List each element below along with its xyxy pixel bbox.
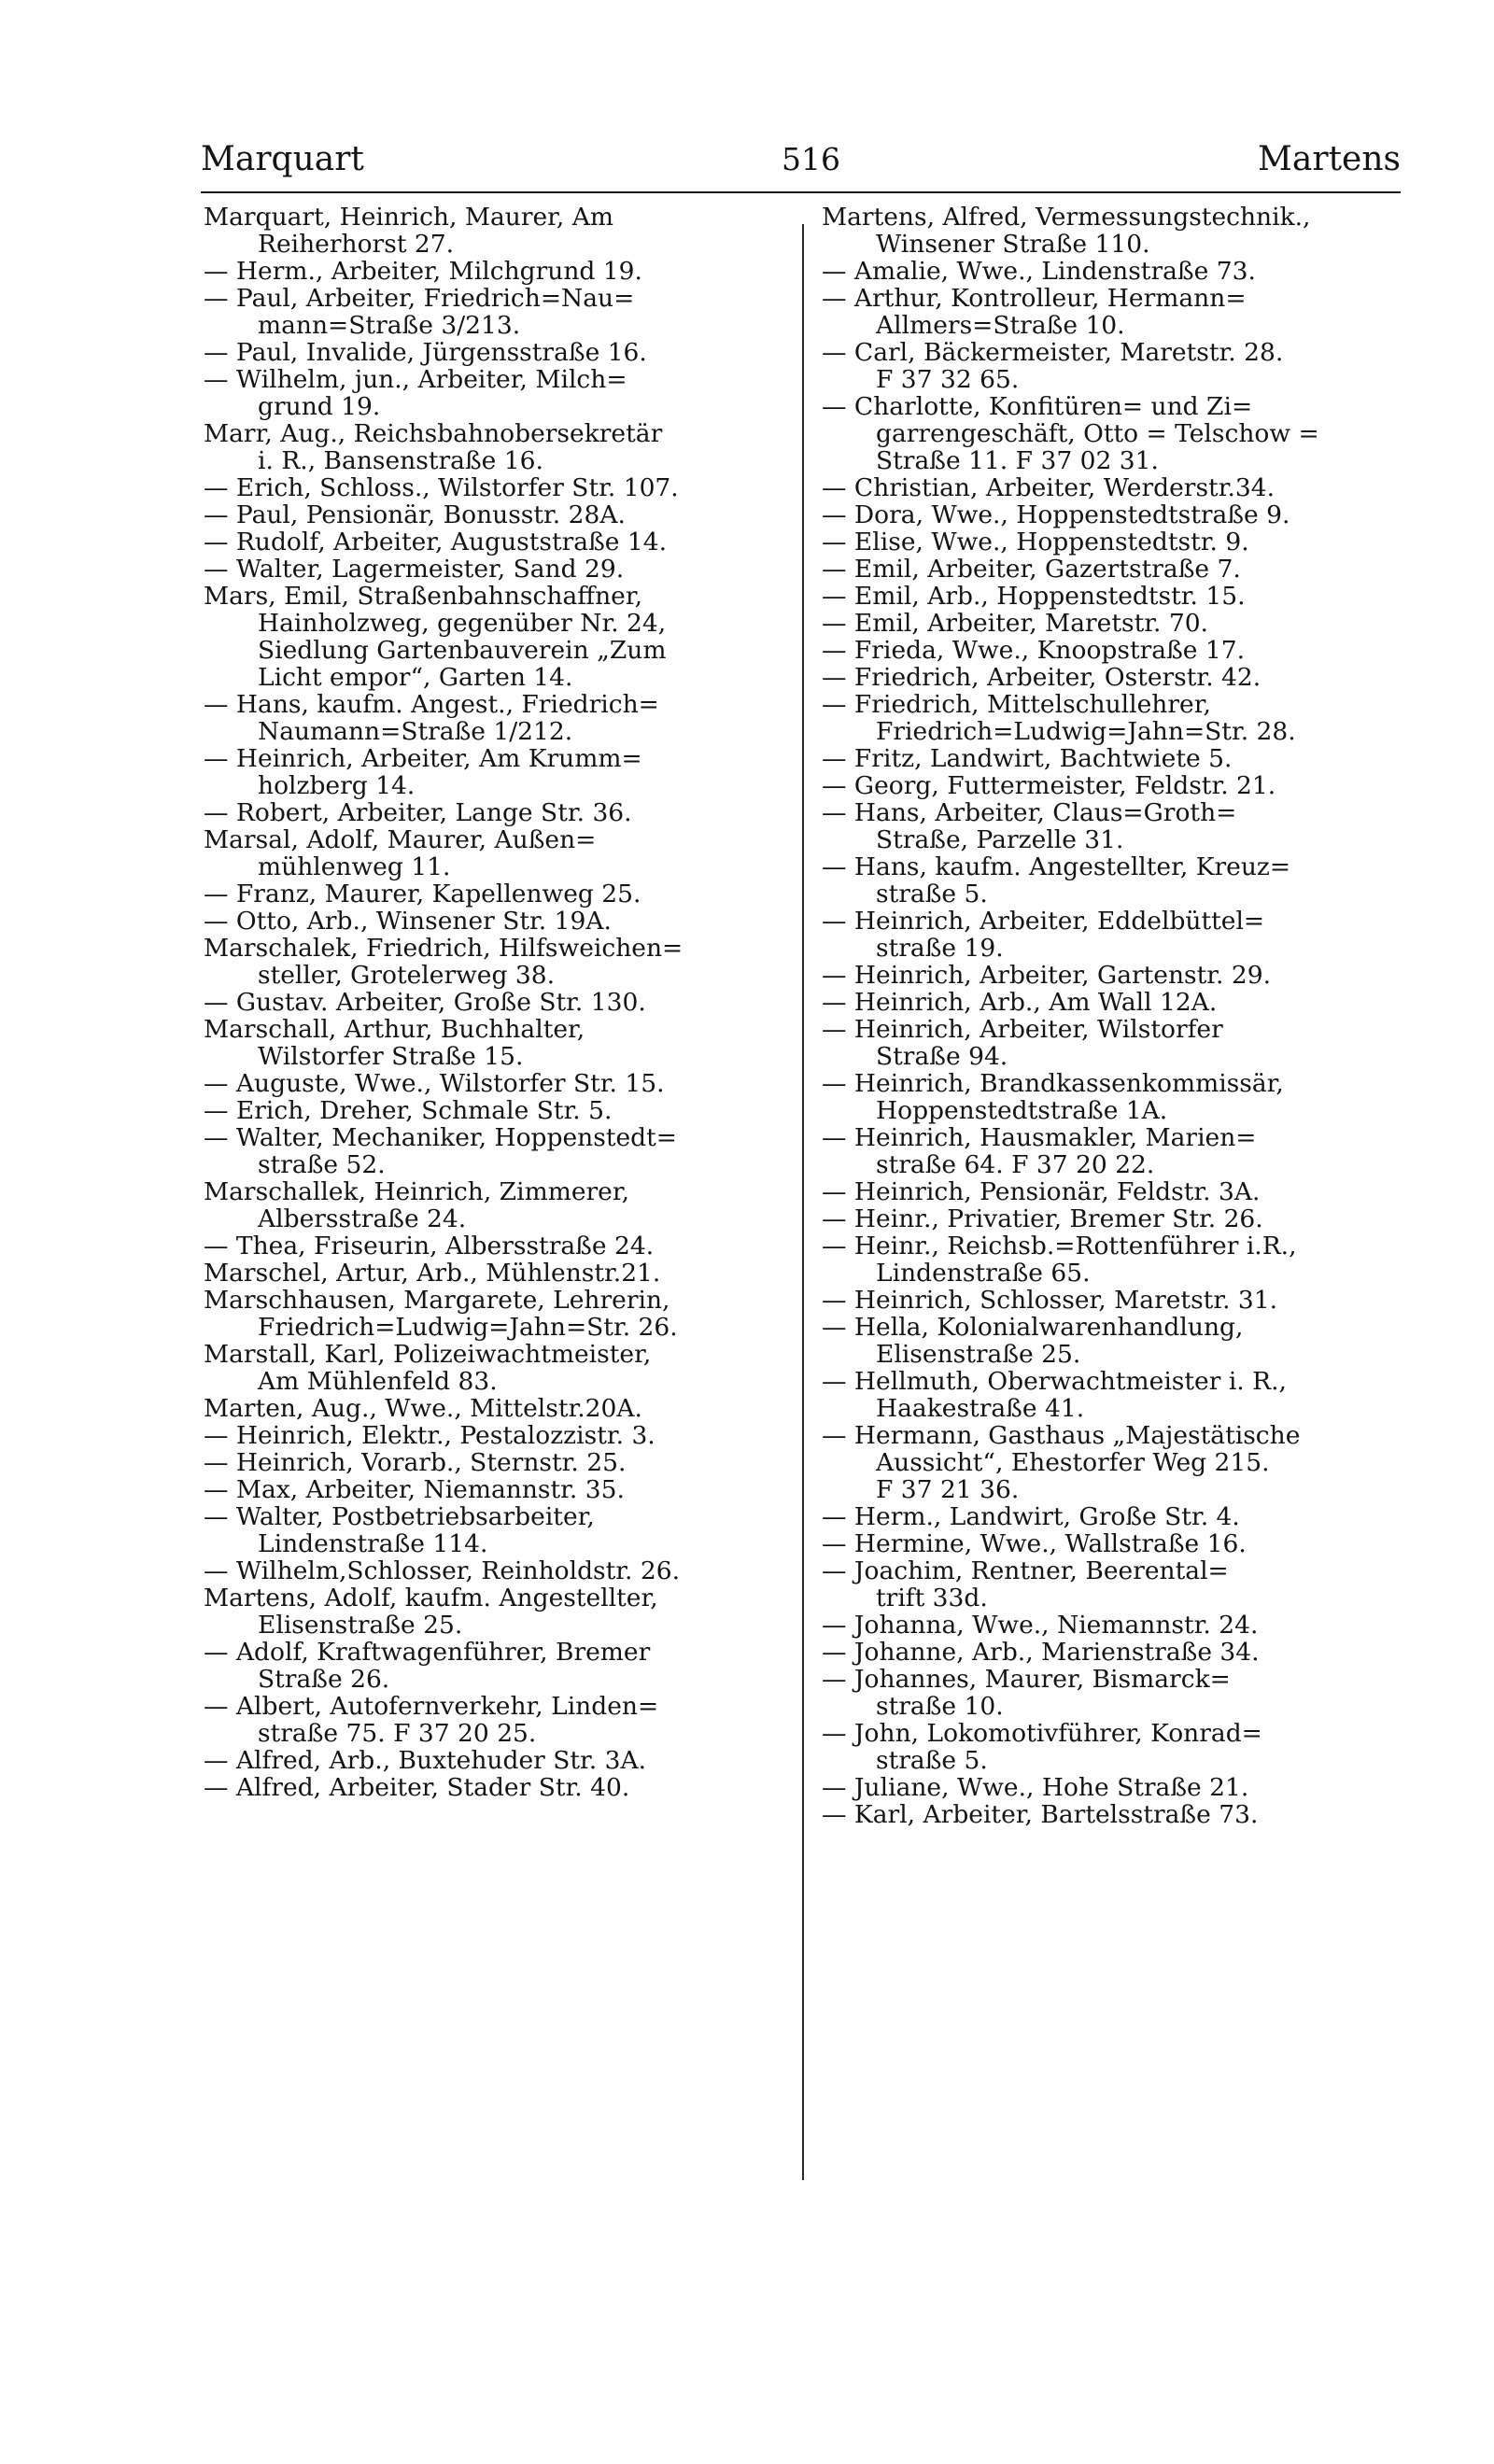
- entry-headword-line: Marten, Aug., Wwe., Mittelstr.20A.: [204, 1394, 642, 1423]
- column-divider: [802, 224, 804, 2180]
- entry-subentry-line: — Heinrich, Schlosser, Maretstr. 31.: [822, 1286, 1278, 1315]
- entry-subentry-line: — Charlotte, Konfitüren= und Zi=: [822, 392, 1253, 421]
- entry-subentry-line: — Joachim, Rentner, Beerental=: [822, 1556, 1229, 1585]
- entry-subentry-line: — Heinrich, Hausmakler, Marien=: [822, 1123, 1257, 1152]
- header-right-catchword: Martens: [1258, 139, 1401, 178]
- entry-headword-line: Marstall, Karl, Polizeiwachtmeister,: [204, 1340, 652, 1369]
- entry-subentry-line: — Auguste, Wwe., Wilstorfer Str. 15.: [204, 1069, 665, 1098]
- entry-continuation-line: Elisenstraße 25.: [258, 1611, 463, 1640]
- entry-subentry-line: — Heinrich, Arbeiter, Gartenstr. 29.: [822, 961, 1272, 990]
- entry-subentry-line: — Hans, kaufm. Angest., Friedrich=: [204, 690, 659, 719]
- entry-subentry-line: — Heinr., Reichsb.=Rottenführer i.R.,: [822, 1232, 1297, 1260]
- entry-subentry-line: — Johannes, Maurer, Bismarck=: [822, 1665, 1231, 1694]
- entry-subentry-line: — Juliane, Wwe., Hohe Straße 21.: [822, 1773, 1249, 1802]
- entry-subentry-line: — Walter, Lagermeister, Sand 29.: [204, 555, 625, 584]
- entry-subentry-line: — Heinrich, Elektr., Pestalozzistr. 3.: [204, 1421, 655, 1450]
- entry-headword-line: Mars, Emil, Straßenbahnschaffner,: [204, 582, 642, 611]
- entry-subentry-line: — Paul, Arbeiter, Friedrich=Nau=: [204, 284, 635, 313]
- entry-continuation-line: F 37 32 65.: [876, 365, 1020, 394]
- entry-subentry-line: — Albert, Autofernverkehr, Linden=: [204, 1692, 659, 1721]
- entry-subentry-line: — Arthur, Kontrolleur, Hermann=: [822, 284, 1247, 313]
- entry-subentry-line: — Emil, Arb., Hoppenstedtstr. 15.: [822, 582, 1246, 611]
- entry-subentry-line: — Hans, kaufm. Angestellter, Kreuz=: [822, 852, 1291, 881]
- entry-subentry-line: — Wilhelm,Schlosser, Reinholdstr. 26.: [204, 1556, 681, 1585]
- entry-subentry-line: — Hellmuth, Oberwachtmeister i. R.,: [822, 1367, 1287, 1396]
- entry-continuation-line: Reiherhorst 27.: [258, 230, 455, 259]
- entry-subentry-line: — Elise, Wwe., Hoppenstedtstr. 9.: [822, 528, 1249, 556]
- entry-subentry-line: — Max, Arbeiter, Niemannstr. 35.: [204, 1475, 625, 1504]
- entry-subentry-line: — Herm., Landwirt, Große Str. 4.: [822, 1502, 1240, 1531]
- entry-subentry-line: — Heinrich, Brandkassenkommissär,: [822, 1069, 1284, 1098]
- entry-subentry-line: — Erich, Dreher, Schmale Str. 5.: [204, 1096, 613, 1125]
- entry-continuation-line: Am Mühlenfeld 83.: [258, 1367, 498, 1396]
- entry-subentry-line: — Walter, Mechaniker, Hoppenstedt=: [204, 1123, 677, 1152]
- entry-subentry-line: — Karl, Arbeiter, Bartelsstraße 73.: [822, 1800, 1259, 1829]
- entry-headword-line: Marschhausen, Margarete, Lehrerin,: [204, 1286, 670, 1315]
- entry-subentry-line: — Gustav. Arbeiter, Große Str. 130.: [204, 988, 646, 1017]
- entry-continuation-line: straße 10.: [876, 1692, 1004, 1721]
- entry-subentry-line: — Robert, Arbeiter, Lange Str. 36.: [204, 798, 632, 827]
- entry-subentry-line: — Carl, Bäckermeister, Maretstr. 28.: [822, 338, 1284, 367]
- entry-subentry-line: — John, Lokomotivführer, Konrad=: [822, 1719, 1262, 1748]
- right-column: [822, 204, 1408, 1828]
- entry-continuation-line: straße 5.: [876, 1746, 988, 1775]
- entry-subentry-line: — Heinrich, Arbeiter, Wilstorfer: [822, 1015, 1223, 1044]
- entry-continuation-line: Straße 26.: [258, 1665, 390, 1694]
- entry-continuation-line: Hainholzweg, gegenüber Nr. 24,: [258, 609, 667, 638]
- entry-subentry-line: — Heinr., Privatier, Bremer Str. 26.: [822, 1204, 1263, 1233]
- entry-continuation-line: trift 33d.: [876, 1584, 988, 1612]
- entry-subentry-line: — Rudolf, Arbeiter, Auguststraße 14.: [204, 528, 668, 556]
- entry-subentry-line: — Friedrich, Mittelschullehrer,: [822, 690, 1211, 719]
- page-number: 516: [781, 140, 840, 177]
- entry-subentry-line: — Walter, Postbetriebsarbeiter,: [204, 1502, 595, 1531]
- entry-continuation-line: Straße 11. F 37 02 31.: [876, 446, 1159, 475]
- header-rule: [201, 191, 1401, 193]
- entry-continuation-line: Naumann=Straße 1/212.: [258, 717, 573, 746]
- entry-subentry-line: — Franz, Maurer, Kapellenweg 25.: [204, 880, 641, 908]
- entry-headword-line: Marschel, Artur, Arb., Mühlenstr.21.: [204, 1259, 661, 1288]
- entry-continuation-line: Straße 94.: [876, 1042, 1008, 1071]
- entry-subentry-line: — Hans, Arbeiter, Claus=Groth=: [822, 798, 1237, 827]
- entry-continuation-line: straße 52.: [258, 1150, 386, 1179]
- entry-headword-line: Martens, Alfred, Vermessungstechnik.,: [822, 203, 1311, 232]
- entry-headword-line: Marsal, Adolf, Maurer, Außen=: [204, 825, 597, 854]
- entry-continuation-line: F 37 21 36.: [876, 1475, 1020, 1504]
- entry-continuation-line: Straße, Parzelle 31.: [876, 825, 1124, 854]
- entry-continuation-line: straße 5.: [876, 880, 988, 908]
- entry-subentry-line: — Alfred, Arb., Buxtehuder Str. 3A.: [204, 1746, 647, 1775]
- entry-subentry-line: — Christian, Arbeiter, Werderstr.34.: [822, 473, 1276, 502]
- entry-headword-line: Marschallek, Heinrich, Zimmerer,: [204, 1177, 630, 1206]
- entry-continuation-line: garrengeschäft, Otto = Telschow =: [876, 419, 1319, 448]
- entry-subentry-line: — Otto, Arb., Winsener Str. 19A.: [204, 907, 612, 936]
- entry-subentry-line: — Dora, Wwe., Hoppenstedtstraße 9.: [822, 500, 1290, 529]
- entry-continuation-line: straße 19.: [876, 934, 1004, 963]
- left-column: [204, 204, 790, 1801]
- entry-continuation-line: mühlenweg 11.: [258, 852, 451, 881]
- entry-subentry-line: — Amalie, Wwe., Lindenstraße 73.: [822, 257, 1256, 286]
- entry-continuation-line: Lindenstraße 65.: [876, 1259, 1091, 1288]
- entry-subentry-line: — Emil, Arbeiter, Maretstr. 70.: [822, 609, 1208, 638]
- running-header: [201, 131, 1401, 187]
- entry-headword-line: Marschall, Arthur, Buchhalter,: [204, 1015, 585, 1044]
- entry-subentry-line: — Thea, Friseurin, Albersstraße 24.: [204, 1232, 655, 1260]
- entry-subentry-line: — Heinrich, Pensionär, Feldstr. 3A.: [822, 1177, 1261, 1206]
- entry-continuation-line: grund 19.: [258, 392, 381, 421]
- entry-continuation-line: Friedrich=Ludwig=Jahn=Str. 26.: [258, 1313, 678, 1342]
- entry-subentry-line: — Erich, Schloss., Wilstorfer Str. 107.: [204, 473, 679, 502]
- entry-subentry-line: — Heinrich, Arbeiter, Eddelbüttel=: [822, 907, 1265, 936]
- header-left-catchword: Marquart: [201, 139, 364, 178]
- entry-continuation-line: holzberg 14.: [258, 771, 416, 800]
- entry-subentry-line: — Heinrich, Arbeiter, Am Krumm=: [204, 744, 642, 773]
- entry-continuation-line: straße 64. F 37 20 22.: [876, 1150, 1155, 1179]
- entry-continuation-line: mann=Straße 3/213.: [258, 311, 521, 340]
- entry-continuation-line: Hoppenstedtstraße 1A.: [876, 1096, 1168, 1125]
- entry-subentry-line: — Heinrich, Arb., Am Wall 12A.: [822, 988, 1218, 1017]
- entry-continuation-line: Winsener Straße 110.: [876, 230, 1150, 259]
- entry-continuation-line: steller, Grotelerweg 38.: [258, 961, 556, 990]
- entry-subentry-line: — Wilhelm, jun., Arbeiter, Milch=: [204, 365, 627, 394]
- entry-continuation-line: i. R., Bansenstraße 16.: [258, 446, 543, 475]
- entry-subentry-line: — Fritz, Landwirt, Bachtwiete 5.: [822, 744, 1233, 773]
- entry-subentry-line: — Frieda, Wwe., Knoopstraße 17.: [822, 636, 1246, 665]
- entry-headword-line: Martens, Adolf, kaufm. Angestellter,: [204, 1584, 658, 1612]
- entry-subentry-line: — Herm., Arbeiter, Milchgrund 19.: [204, 257, 642, 286]
- entry-subentry-line: — Hella, Kolonialwarenhandlung,: [822, 1313, 1244, 1342]
- entry-subentry-line: — Alfred, Arbeiter, Stader Str. 40.: [204, 1773, 630, 1802]
- entry-subentry-line: — Paul, Invalide, Jürgensstraße 16.: [204, 338, 647, 367]
- entry-subentry-line: — Hermann, Gasthaus „Majestätische: [822, 1421, 1301, 1450]
- entry-subentry-line: — Paul, Pensionär, Bonusstr. 28A.: [204, 500, 626, 529]
- entry-continuation-line: Albersstraße 24.: [258, 1204, 467, 1233]
- entry-subentry-line: — Adolf, Kraftwagenführer, Bremer: [204, 1638, 651, 1667]
- entry-continuation-line: Elisenstraße 25.: [876, 1340, 1081, 1369]
- entry-subentry-line: — Emil, Arbeiter, Gazertstraße 7.: [822, 555, 1241, 584]
- entry-continuation-line: Licht empor“, Garten 14.: [258, 663, 573, 692]
- entry-continuation-line: Friedrich=Ludwig=Jahn=Str. 28.: [876, 717, 1296, 746]
- entry-continuation-line: Wilstorfer Straße 15.: [258, 1042, 524, 1071]
- entry-continuation-line: Aussicht“, Ehestorfer Weg 215.: [876, 1448, 1270, 1477]
- entry-headword-line: Marquart, Heinrich, Maurer, Am: [204, 203, 614, 232]
- entry-subentry-line: — Johanna, Wwe., Niemannstr. 24.: [822, 1611, 1259, 1640]
- entry-subentry-line: — Johanne, Arb., Marienstraße 34.: [822, 1638, 1260, 1667]
- entry-headword-line: Marschalek, Friedrich, Hilfsweichen=: [204, 934, 684, 963]
- entry-continuation-line: Siedlung Gartenbauverein „Zum: [258, 636, 667, 665]
- entry-subentry-line: — Friedrich, Arbeiter, Osterstr. 42.: [822, 663, 1261, 692]
- entry-subentry-line: — Georg, Futtermeister, Feldstr. 21.: [822, 771, 1276, 800]
- entry-continuation-line: Haakestraße 41.: [876, 1394, 1085, 1423]
- entry-continuation-line: straße 75. F 37 20 25.: [258, 1719, 537, 1748]
- entry-headword-line: Marr, Aug., Reichsbahnobersekretär: [204, 419, 663, 448]
- entry-subentry-line: — Heinrich, Vorarb., Sternstr. 25.: [204, 1448, 627, 1477]
- entry-subentry-line: — Hermine, Wwe., Wallstraße 16.: [822, 1529, 1247, 1558]
- entry-continuation-line: Lindenstraße 114.: [258, 1529, 488, 1558]
- entry-continuation-line: Allmers=Straße 10.: [876, 311, 1125, 340]
